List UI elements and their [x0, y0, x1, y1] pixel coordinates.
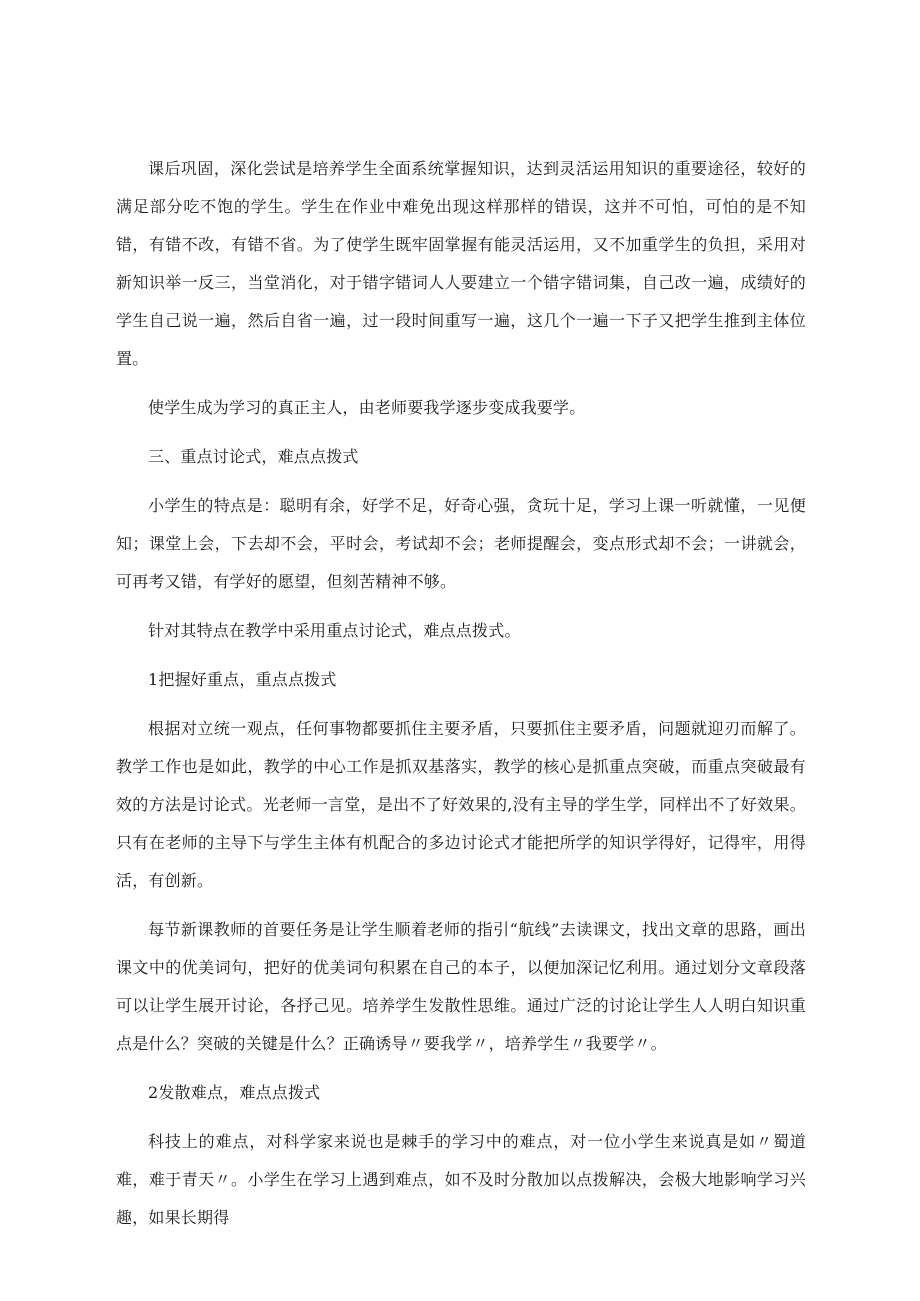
paragraph-difficulties: 科技上的难点，对科学家来说也是棘手的学习中的难点，对一位小学生来说真是如〃蜀道难，难于青天〃。小学生在学习上遇到难点，如不及时分散加以点拨解决，会极大地影响学习兴趣，如果长期得: [116, 1132, 806, 1227]
subheading-1: 1把握好重点，重点点拨式: [148, 670, 337, 689]
paragraph-key-points: 根据对立统一观点，任何事物都要抓住主要矛盾，只要抓住主要矛盾，问题就迎刃而解了。教学工作也是如此，教学的中心工作是抓双基落实，教学的核心是抓重点突破，而重点突破最有效的方法是讨论式。光老师一言堂，是出不了好效果的,没有主导的学生学，同样出不了好效果。只有在老师的主导下与学生主体有机配合的多边讨论式才能把所学的知识学得好，记得牢，用得活，有创新。: [116, 719, 806, 890]
paragraph-method-intro: 针对其特点在教学中采用重点讨论式，难点点拨式。: [148, 621, 521, 640]
paragraph-consolidation: 课后巩固，深化尝试是培养学生全面系统掌握知识，达到灵活运用知识的重要途径，较好的满足部分吃不饱的学生。学生在作业中难免出现这样那样的错误，这并不可怕，可怕的是不知错，有错不改，有错不省。为了使学生既牢固掌握有能灵活运用，又不加重学生的负担，采用对新知识举一反三，当堂消化，对于错字错词人人要建立一个错字错词集，自己改一遍，成绩好的学生自己说一遍，然后自省一遍，过一段时间重写一遍，这几个一遍一下子又把学生推到主体位置。: [116, 159, 806, 368]
section-heading-3: 三、重点讨论式，难点点拨式: [148, 447, 359, 466]
subheading-2: 2发散难点，难点点拨式: [148, 1083, 321, 1102]
document-body: [116, 150, 806, 1237]
paragraph-new-lesson: 每节新课教师的首要任务是让学生顺着老师的指引“航线”去读课文，找出文章的思路，画出课文中的优美词句，把好的优美词句积累在自己的本子，以便加深记忆利用。通过划分文章段落可以让学生展开讨论，各抒己见。培养学生发散性思维。通过广泛的讨论让学生人人明白知识重点是什么？突破的关键是什么？正确诱导〃要我学〃，培养学生〃我要学〃。: [116, 920, 806, 1053]
paragraph-student-master: 使学生成为学习的真正主人，由老师要我学逐步变成我要学。: [148, 398, 586, 417]
paragraph-student-traits: 小学生的特点是：聪明有余，好学不足，好奇心强，贪玩十足，学习上课一听就懂，一见便知；课堂上会，下去却不会，平时会，考试却不会；老师提醒会，变点形式却不会；一讲就会，可再考又错，有学好的愿望，但刻苦精神不够。: [116, 496, 806, 591]
